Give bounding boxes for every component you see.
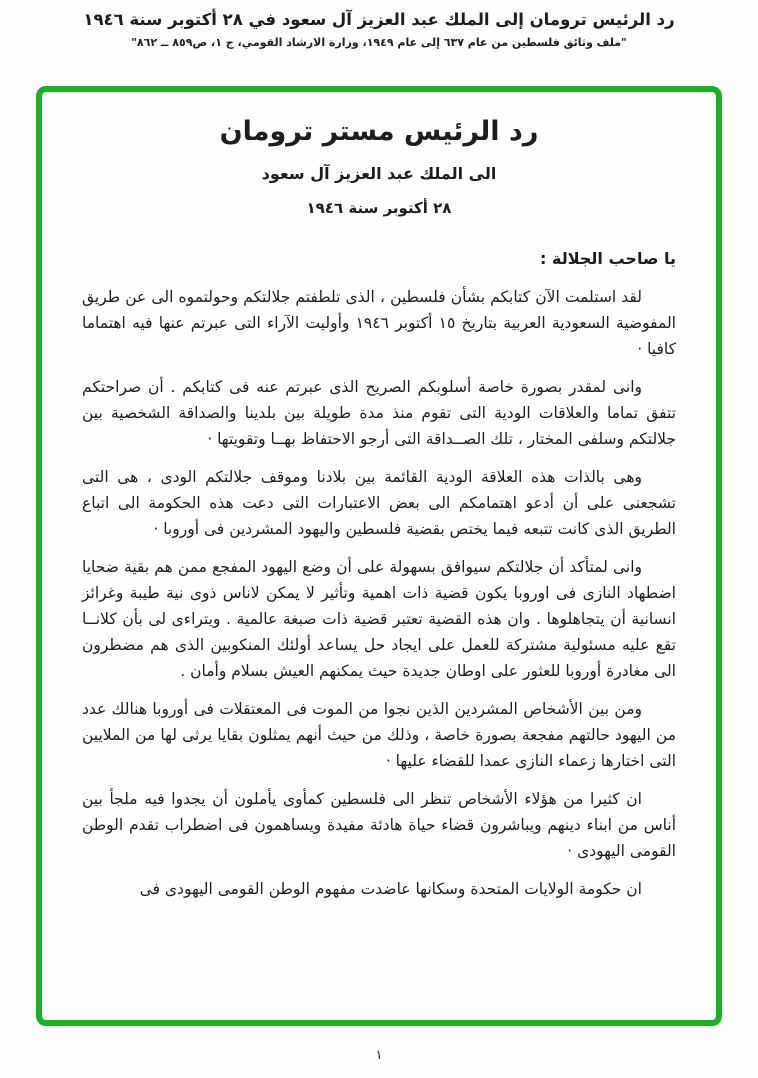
document-header-title: رد الرئيس ترومان إلى الملك عبد العزيز آل سعود في ٢٨ أكتوبر سنة ١٩٤٦	[83, 10, 675, 29]
document-header	[0, 10, 758, 49]
letter-salutation: يا صاحب الجلالة :	[540, 249, 676, 268]
paragraph: وهى بالذات هذه العلاقة الودية القائمة بين بلادنا وموقف جلالتكم الودى ، هى التى تشجعنى على أن أدعو اهتمامكم الى بعض الاعتبارات التى دعت هذه الحكومة الى اتباع الطريق الذى كانت تتبعه فيما يختص بقضية فلسطين واليهود المشردين فى أوروبا ·	[82, 468, 676, 538]
paragraph: وانى لمتأكد أن جلالتكم سيوافق بسهولة على أن وضع اليهود المفجع ممن هم بقية ضحايا اضطهاد النازى فى اوروبا يكون قضية ذات اهمية وتأثير لا يمكن لاناس ذوى نية طيبة وغرائز انسانية أن يتجاهلوها . وان هذه القضية تعتبر قضية ذات صبغة عالمية . ويتراءى لى بأن كلانــا تقع عليه مسئولية مشتركة للعمل على ايجاد حل يساعد أولئك المنكوبين الذى هم مضطرون الى مغادرة أوروبا للعثور على اوطان جديدة حيث يمكنهم العيش بسلام وأمان .	[82, 558, 676, 680]
paragraph: ومن بين الأشخاص المشردين الذين نجوا من الموت فى المعتقلات فى أوروبا هنالك عدد من اليهود حالتهم مفجعة بصورة خاصة ، وذلك من حيث أنهم يمثلون بقايا يرثى لها من الملايين التى اختارها زعماء النازى عمدا للقضاء عليها ·	[82, 700, 676, 770]
letter-title: رد الرئيس مستر ترومان	[219, 116, 539, 147]
paragraph: ان كثيرا من هؤلاء الأشخاص تنظر الى فلسطين كمأوى يأملون أن يجدوا فيه ملجأ بين أناس من ابناء دينهم ويباشرون قضاء حياة هادئة مفيدة ويساهمون فى اضطراب تقدم الوطن القومى اليهودى ·	[82, 790, 676, 860]
letter-addressee: الى الملك عبد العزيز آل سعود	[261, 164, 497, 183]
paragraph: وانى لمقدر بصورة خاصة أسلوبكم الصريح الذى عبرتم عنه فى كتابكم . أن صراحتكم تتفق تماما والعلاقات الودية التى تقوم منذ مدة طويلة بين بلدينا والصداقة الشخصية بين جلالتكم وسلفى المختار ، تلك الصــداقة التى أرجو الاحتفاظ بهــا وتقويتها ·	[82, 378, 676, 448]
paragraph: ان حكومة الولايات المتحدة وسكانها عاضدت مفهوم الوطن القومى اليهودى فى	[139, 880, 642, 898]
letter-paragraphs	[82, 284, 676, 902]
document-source-citation: "ملف وثائق فلسطين من عام ٦٣٧ إلى عام ١٩٤٩، وزارة الارشاد القومي، ج ١، ص٨٥٩ ــ ٨٦٢"	[131, 36, 627, 49]
page-number: ١	[375, 1048, 383, 1063]
paragraph: لقد استلمت الآن كتابكم بشأن فلسطين ، الذى تلطفتم جلالتكم وحولتموه الى عن طريق المفوضية السعودية العربية بتاريخ ١٥ أكتوبر ١٩٤٦ وأوليت الآراء التى عبرتم عنها فيه اهتماما كافيا ·	[82, 288, 676, 358]
letter-date: ٢٨ أكتوبر سنة ١٩٤٦	[306, 199, 452, 217]
letter-green-frame	[36, 86, 722, 1026]
letter-body	[42, 92, 716, 1020]
